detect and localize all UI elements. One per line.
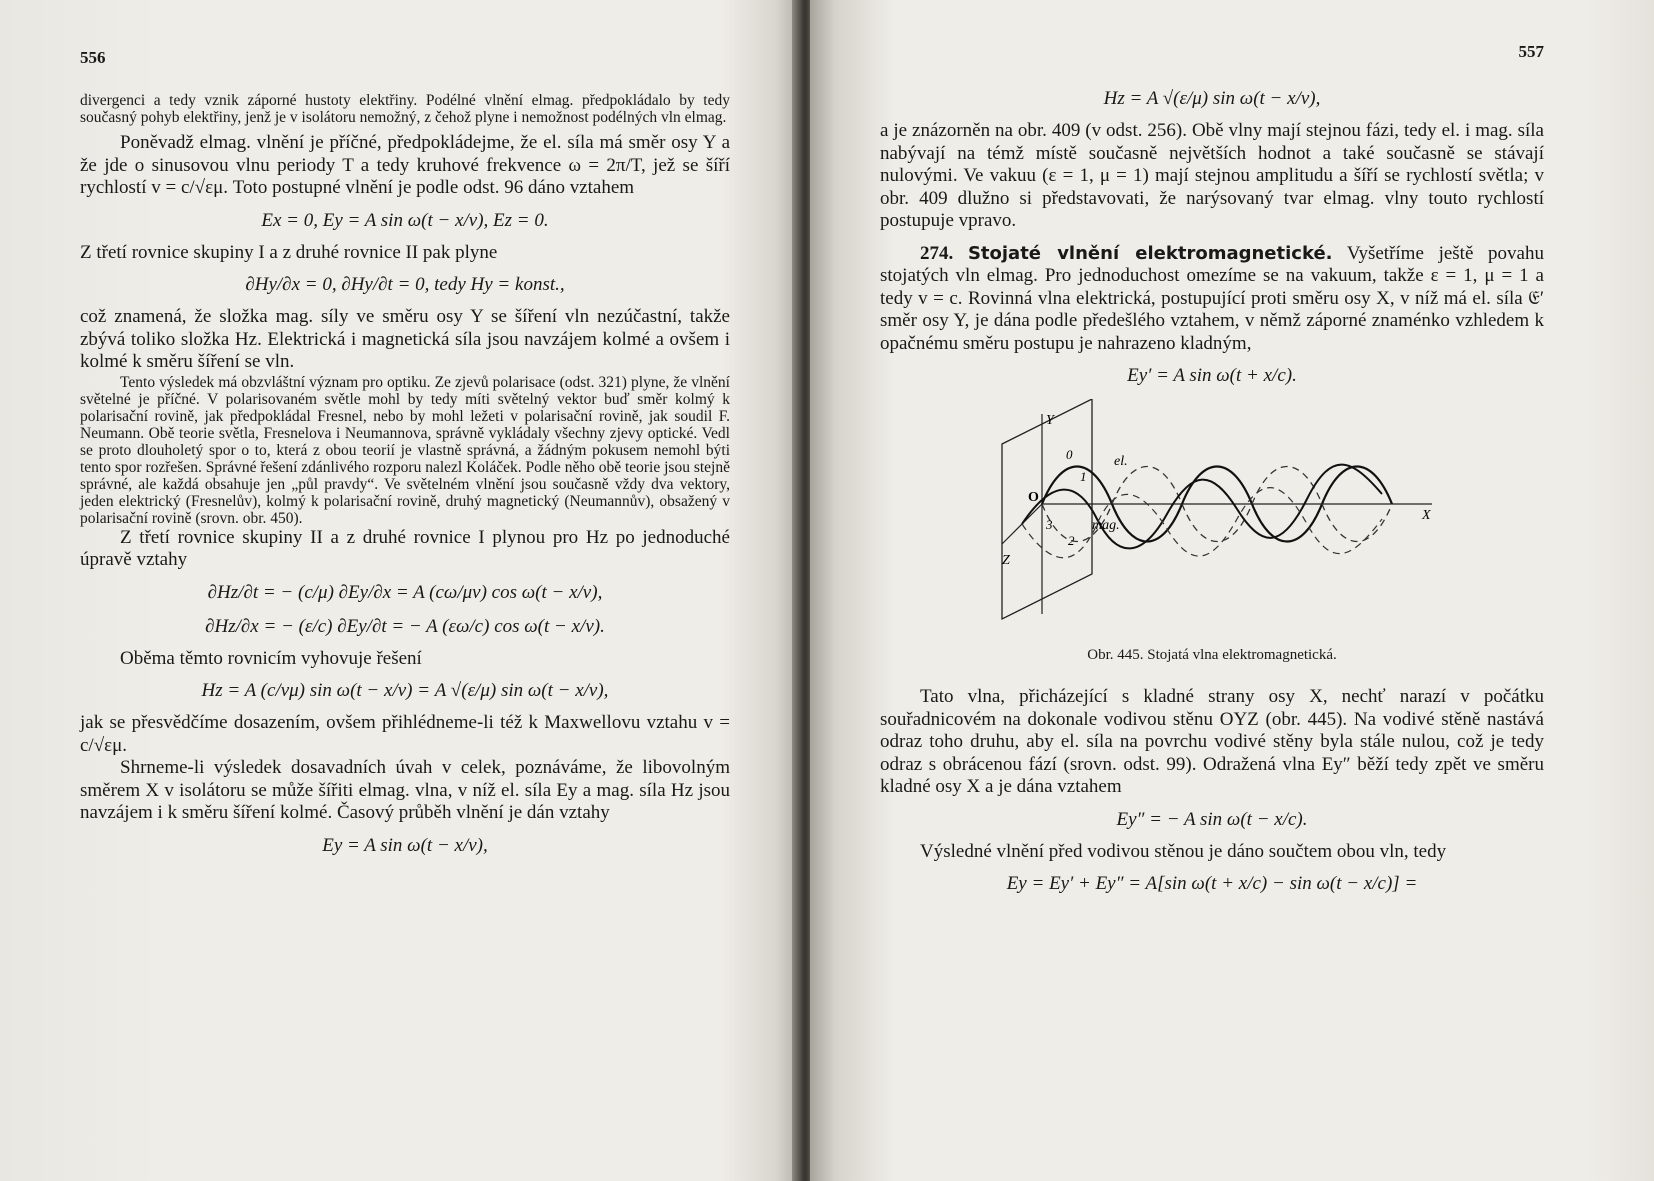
label-3: 3: [1046, 517, 1053, 532]
magnetic-wave-envelope: [1022, 488, 1382, 558]
paragraph: Tento výsledek má obzvláštní význam pro optiku. Ze zjevů polarisace (odst. 321) plyne, že vlnění světelné je příčné. V polarisovaném světle mohl by tedy míti světelný vektor buď směr kolmý k polarisační rovině, jak předpokládal Fresnel, nebo by mohl ležeti v polarisační rovině, jak soudil F. Neumann. Obě teorie světla, Fresnelova i Neumannova, správně vykládaly všechny zjevy optické. Vedl se proto dlouholetý spor o to, která z obou teorií je vlastně správná, a žádným pokusem nemohl býti tento spor rozřešen. Správné řešení zdánlivého rozporu nalezl Koláček. Podle něho obě teorie jsou stejně správné, ale každá obsahuje jen „půl pravdy“. Ve světelném vlnění jsou současně vždy dva vektory, jeden elektrický (Fresnelův), kolmý k polarisační rovině, druhý magnetický (Neumannův), obsažený v polarisační rovině (srovn. obr. 450).: [80, 373, 730, 527]
label-mag: mag.: [1092, 518, 1120, 533]
figure-caption: Obr. 445. Stojatá vlna elektromagnetická.: [1087, 647, 1337, 663]
paragraph: Z třetí rovnice skupiny I a z druhé rovnice II pak plyne: [80, 241, 498, 263]
paragraph: Z třetí rovnice skupiny II a z druhé rovnice I plynou pro Hz po jednoduché úpravě vztahy: [80, 526, 730, 570]
label-y: Y: [1046, 413, 1054, 428]
page-number: 557: [1518, 42, 1544, 61]
equation: Hz = A (c/vμ) sin ω(t − x/v) = A √(ε/μ) sin ω(t − x/v),: [201, 680, 609, 701]
paragraph-text: Vyšetříme ještě povahu stojatých vln elmag. Pro jednoduchost omezíme se na vakuum, takže ε = 1, μ = 1 a tedy v = c. Rovinná vlna elektrická, postupující proti směru osy X, v níž má el. síla 𝔈′ směr osy Y, je dána podle předešlého vztahem, v němž záporné znaménko vzhledem k opačnému směru postupu je nahrazeno kladným,: [880, 242, 1544, 354]
label-0: 0: [1066, 447, 1073, 462]
paragraph: Oběma těmto rovnicím vyhovuje řešení: [120, 647, 422, 669]
paragraph: Shrneme-li výsledek dosavadních úvah v celek, poznáváme, že libovolným směrem X v isolátoru se může šířiti elmag. vlna, v níž el. síla Ey a mag. síla Hz jsou navzájem i k směru šíření kolmé. Časový průběh vlnění je dán vztahy: [80, 757, 730, 823]
label-origin: O: [1028, 490, 1039, 505]
label-el: el.: [1114, 454, 1128, 469]
left-page: [0, 0, 800, 1181]
equation: ∂Hy/∂x = 0, ∂Hy/∂t = 0, tedy Hy = konst.,: [245, 274, 565, 295]
paragraph: Výsledné vlnění před vodivou stěnou je dáno součtem obou vln, tedy: [920, 840, 1447, 862]
section-number: 274.: [920, 242, 954, 264]
equation: ∂Hz/∂x = − (ε/c) ∂Ey/∂t = − A (εω/c) cos ω(t − x/v).: [205, 615, 605, 637]
standing-wave-figure: [982, 399, 1442, 639]
paragraph: a je znázorněn na obr. 409 (v odst. 256). Obě vlny mají stejnou fázi, tedy el. i mag. síla nabývají na témž místě současně největších hodnot a také současně se stávají nulovými. Ve vakuu (ε = 1, μ = 1) mají stejnou amplitudu a šíří se rychlostí světla; v obr. 409 dlužno si představovati, že narýsovaný tvar elmag. vlny touto rychlostí postupuje vpravo.: [880, 120, 1544, 231]
paragraph: Tato vlna, přicházející s kladné strany osy X, nechť narazí v počátku souřadnicovém na dokonale vodivou stěnu OYZ (obr. 445). Na vodivé stěně nastává odraz toho druhu, aby el. síla na povrchu vodivé stěny byla stále nulou, což je tedy odraz s obrácenou fází (srovn. odst. 99). Odražená vlna Ey″ běží tedy zpět ve směru kladné osy X a je dána vztahem: [880, 686, 1544, 797]
equation: ∂Hz/∂t = − (c/μ) ∂Ey/∂x = A (cω/μv) cos ω(t − x/v),: [207, 581, 603, 603]
right-page: [810, 0, 1654, 1181]
section-title: Stojaté vlnění elektromagnetické.: [967, 242, 1333, 264]
equation: Hz = A √(ε/μ) sin ω(t − x/v),: [1103, 88, 1321, 109]
page-number: 556: [80, 48, 106, 67]
paragraph: divergenci a tedy vznik záporné hustoty elektřiny. Podélné vlnění elmag. předpokládalo by tedy současný pohyb elektřiny, jenž je v isolátoru nemožný, z čehož plyne i nemožnost podélných vln elmag.: [80, 92, 730, 126]
label-z: Z: [1002, 553, 1010, 568]
paragraph: Poněvadž elmag. vlnění je příčné, předpokládejme, že el. síla má směr osy Y a že jde o sinusovou vlnu periody T a tedy kruhové frekvence ω = 2π/T, jež se šíří rychlostí v = c/√εμ. Toto postupné vlnění je podle odst. 96 dáno vztahem: [80, 132, 730, 198]
equation: Ex = 0, Ey = A sin ω(t − x/v), Ez = 0.: [261, 209, 549, 231]
equation: Ey = Ey′ + Ey″ = A[sin ω(t + x/c) − sin ω(t − x/c)] =: [1006, 873, 1418, 894]
equation: Ey′ = A sin ω(t + x/c).: [1127, 365, 1297, 386]
label-x: X: [1422, 508, 1431, 523]
equation: Ey″ = − A sin ω(t − x/c).: [1116, 808, 1308, 830]
paragraph: jak se přesvědčíme dosazením, ovšem přihlédneme-li též k Maxwellovu vztahu v = c/√εμ.: [80, 712, 730, 756]
equation: Ey = A sin ω(t − x/v),: [322, 834, 488, 856]
section-paragraph: [880, 243, 1544, 356]
paragraph: což znamená, že složka mag. síly ve směru osy Y se šíření vln nezúčastní, takže zbývá toliko složka Hz. Elektrická i magnetická síla jsou navzájem kolmé a ovšem i kolmé k směru šíření se vln.: [80, 306, 730, 372]
label-2: 2: [1068, 533, 1075, 548]
conductive-wall: [1002, 399, 1092, 619]
label-1: 1: [1080, 469, 1087, 484]
